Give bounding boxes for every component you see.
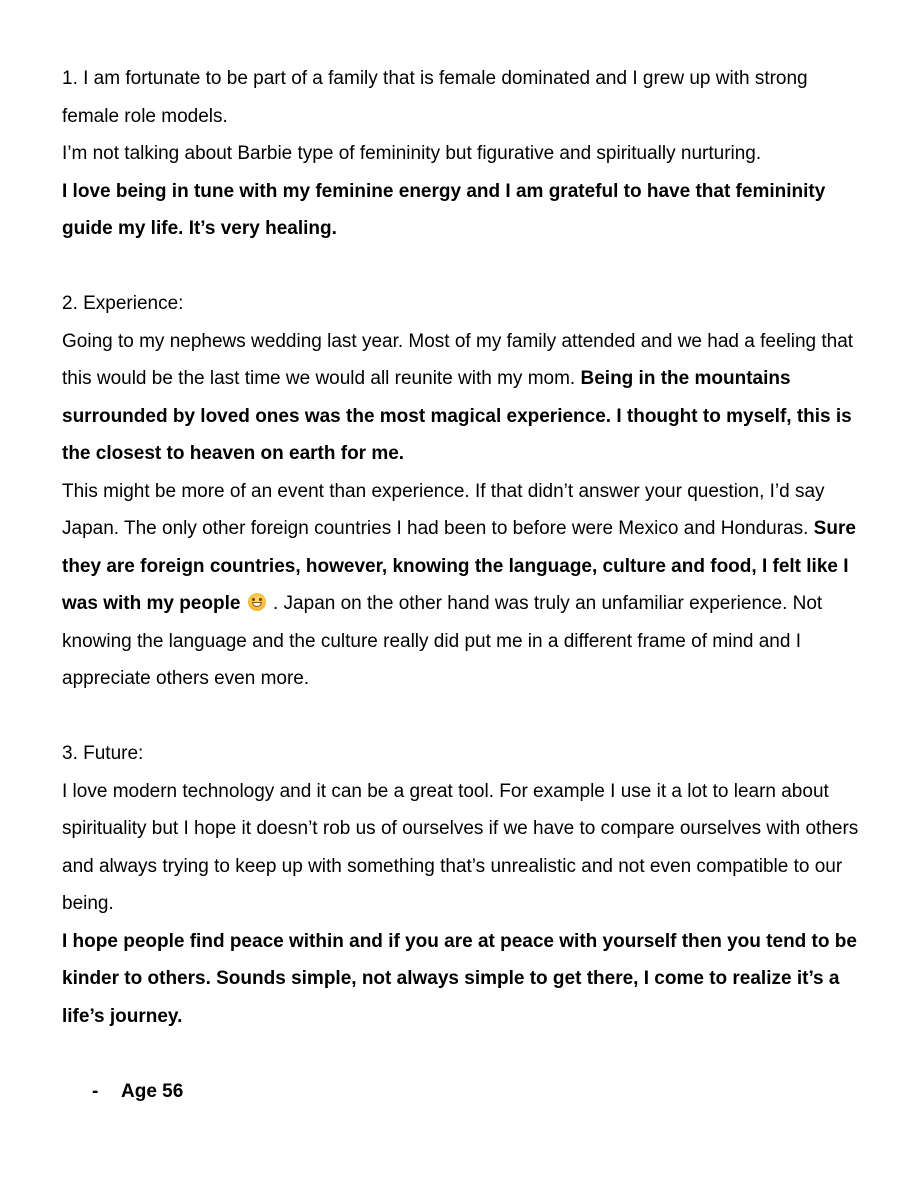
age-label: Age 56: [121, 1081, 184, 1102]
spacer: [62, 698, 862, 736]
section2-paragraph2: [62, 473, 862, 698]
section1-clarification: I’m not talking about Barbie type of femininity but figurative and spiritually nurturing.: [62, 143, 762, 164]
section2-paragraph1: [62, 323, 862, 473]
section2-p1-bold: Being in the mountains surrounded by loved ones was the most magical experience. I thought to myself, this is the closest to heaven on earth for me.: [62, 368, 852, 464]
section1-intro: 1. I am fortunate to be part of a family that is female dominated and I grew up with strong female role models.: [62, 68, 808, 127]
document-body: [62, 60, 862, 1035]
signature-line: [92, 1073, 183, 1111]
section1-bold-statement: I love being in tune with my feminine energy and I am grateful to have that femininity guide my life. It’s very healing.: [62, 180, 826, 239]
section3-paragraph: I love modern technology and it can be a great tool. For example I use it a lot to learn about spirituality but I hope it doesn’t rob us of ourselves if we have to compare ourselves with others and always trying to keep up with something that’s unrealistic and not even compatible to our being.: [62, 780, 859, 914]
section2-p2-bold: Sure they are foreign countries, however, knowing the language, culture and food, I felt like I was with my people: [62, 518, 856, 614]
section3-bold-statement: I hope people find peace within and if you are at peace with yourself then you tend to be kinder to others. Sounds simple, not always simple to get there, I come to realize it’s a life’s journey.: [62, 930, 857, 1027]
grinning-face-icon: [248, 593, 266, 611]
section2-heading: 2. Experience:: [62, 293, 184, 314]
section2-p1-regular: Going to my nephews wedding last year. Most of my family attended and we had a feeling that this would be the last time we would all reunite with my mom.: [62, 330, 854, 389]
spacer: [62, 248, 862, 286]
section3-heading: 3. Future:: [62, 743, 144, 764]
bullet-dash: -: [92, 1081, 99, 1102]
section2-p2-regular-b: . Japan on the other hand was truly an unfamiliar experience. Not knowing the language and the culture really did put me in a different frame of mind and I appreciate others even more.: [62, 593, 823, 689]
section2-p2-regular-a: This might be more of an event than experience. If that didn’t answer your question, I’d say Japan. The only other foreign countries I had been to before were Mexico and Honduras.: [62, 480, 825, 539]
